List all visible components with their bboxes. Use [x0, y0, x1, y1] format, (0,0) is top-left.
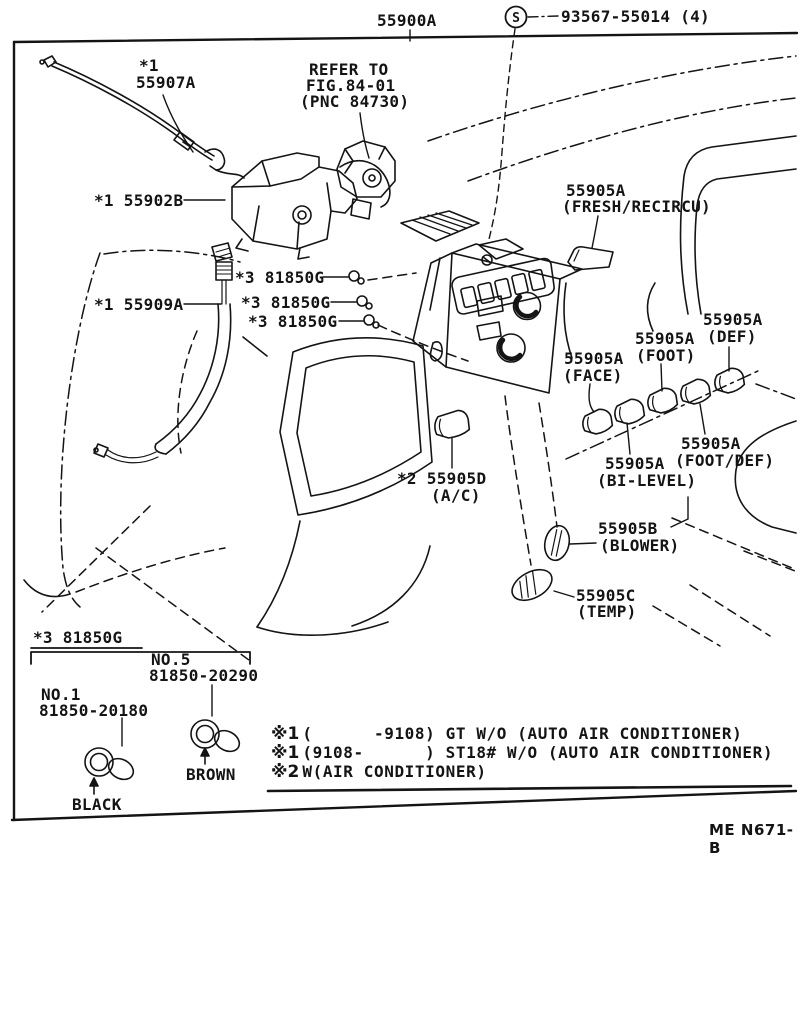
control-unit-55902b-drawing	[232, 153, 390, 259]
cable-55909a-drawing	[94, 243, 232, 463]
note-1-text: ( -9108) GT W/O (AUTO AIR CONDITIONER)	[302, 724, 743, 743]
note-2-text: (9108- ) ST18# W/O (AUTO AIR CONDITIONER)	[302, 743, 774, 762]
label-blower-part-no: 55905B	[598, 519, 658, 538]
legend-black-color: BLACK	[72, 795, 122, 814]
label-81850g-row1: *3 81850G	[235, 268, 325, 287]
label-bilevel-part-no: 55905A	[605, 454, 665, 473]
label-footdef-function: (FOOT/DEF)	[675, 451, 775, 470]
note-3-symbol: ※2	[271, 762, 300, 782]
legend-no1-part: 81850-20180	[39, 701, 149, 720]
screw-label-leader	[528, 16, 558, 17]
label-ac: *2 55905D	[397, 469, 487, 488]
bulb-brown-drawing	[191, 720, 243, 764]
label-55907a-prefix: *1	[139, 56, 159, 75]
foot-def-cap-drawing	[678, 377, 712, 407]
label-81850g-row3: *3 81850G	[248, 312, 338, 331]
label-55902b: *1 55902B	[94, 191, 184, 210]
label-fresh-part-no: 55905A	[566, 181, 626, 200]
note-1-symbol: ※1	[271, 724, 300, 744]
label-temp-function: (TEMP)	[577, 602, 637, 621]
label-blower-function: (BLOWER)	[600, 536, 680, 555]
label-refer-line1: REFER TO	[309, 60, 389, 79]
label-fresh-function: (FRESH/RECIRCU)	[562, 197, 711, 216]
temp-knob-drawing	[507, 563, 557, 606]
label-refer-line3: (PNC 84730)	[300, 92, 410, 111]
label-refer-line2: FIG.84-01	[306, 76, 396, 95]
ac-button-drawing	[432, 409, 471, 441]
legend-no5: NO.5	[151, 650, 191, 669]
face-cap-drawing	[580, 407, 614, 437]
label-def-function: (DEF)	[707, 327, 757, 346]
note-3-text: W(AIR CONDITIONER)	[302, 762, 487, 781]
legend-brown-color: BROWN	[186, 765, 236, 784]
label-foot-function: (FOOT)	[636, 346, 696, 365]
legend-no5-part: 81850-20290	[149, 666, 259, 685]
label-81850g-row2: *3 81850G	[241, 293, 331, 312]
bi-level-cap-drawing	[612, 397, 646, 427]
label-screw-part-no: 93567-55014 (4)	[561, 7, 710, 26]
label-ac-function: (A/C)	[431, 486, 481, 505]
panel-buttons-drawing	[461, 269, 546, 307]
label-temp-part-no: 55905C	[576, 586, 636, 605]
bulb-black-drawing	[85, 748, 137, 794]
control-panel-drawing	[401, 211, 582, 393]
legend-header: *3 81850G	[33, 628, 123, 647]
label-bilevel-function: (BI-LEVEL)	[597, 471, 697, 490]
center-console-lines	[24, 337, 432, 635]
note-2-symbol: ※1	[271, 743, 300, 763]
notes-underline	[268, 786, 791, 791]
doc-code: ME N671-B	[709, 821, 794, 857]
note-row-3	[271, 763, 487, 781]
label-face-function: (FACE)	[563, 366, 623, 385]
note-row-2	[271, 744, 773, 762]
blower-knob-drawing	[542, 523, 573, 562]
label-55907a: 55907A	[136, 73, 196, 92]
label-55909a: *1 55909A	[94, 295, 184, 314]
screw-symbol-letter: S	[512, 11, 520, 26]
note-row-1	[271, 725, 742, 743]
label-footdef-part-no: 55905A	[681, 434, 741, 453]
label-foot-part-no: 55905A	[635, 329, 695, 348]
label-face-part-no: 55905A	[564, 349, 624, 368]
label-assembly-no: 55900A	[377, 11, 437, 30]
label-def-part-no: 55905A	[703, 310, 763, 329]
screw-leader-line	[488, 29, 515, 243]
legend-no1: NO.1	[41, 685, 81, 704]
